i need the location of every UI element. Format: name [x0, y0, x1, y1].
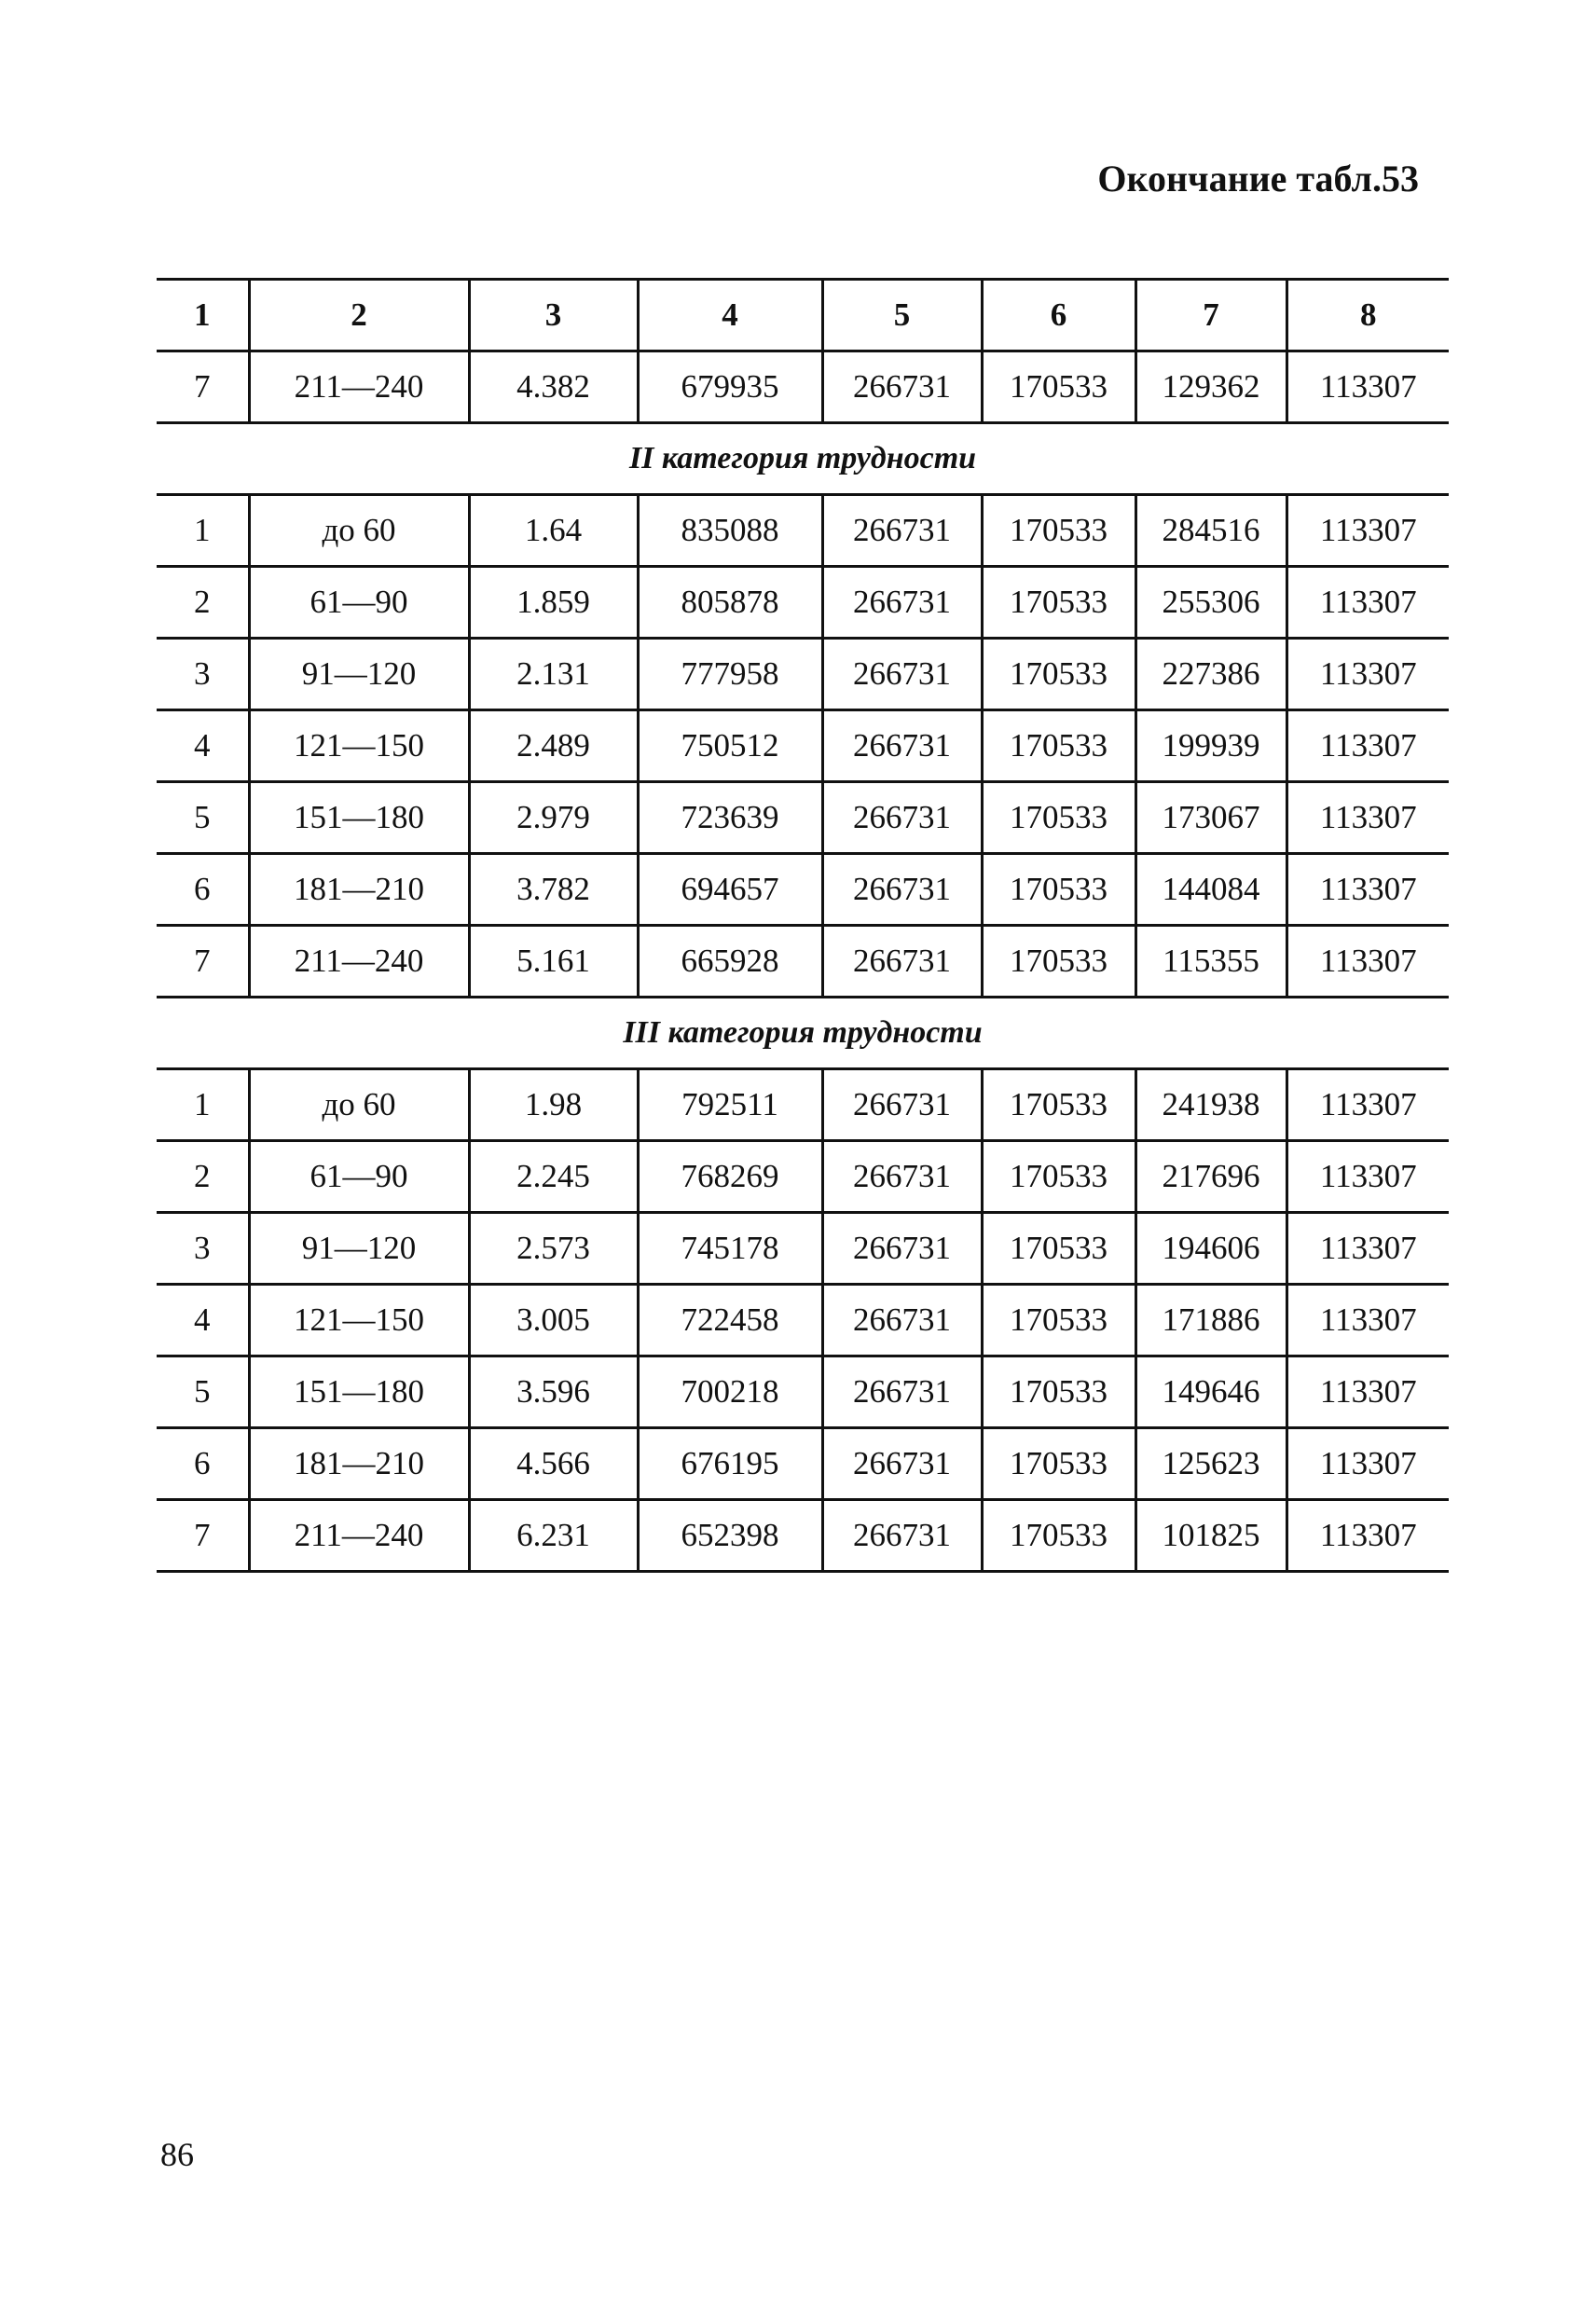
table-cell: 113307	[1286, 1500, 1449, 1572]
table-cell: 113307	[1286, 1356, 1449, 1428]
table-cell: 113307	[1286, 495, 1449, 567]
section-title: III категория трудности	[157, 998, 1449, 1069]
table-cell: 722458	[638, 1285, 822, 1356]
table-cell: 170533	[982, 782, 1135, 854]
table-cell: 149646	[1135, 1356, 1286, 1428]
table-cell: 170533	[982, 1213, 1135, 1285]
table-cell: 173067	[1135, 782, 1286, 854]
table-cell: 181—210	[249, 1428, 469, 1500]
section-title-row	[157, 423, 1449, 495]
table-cell: 1	[157, 1069, 249, 1141]
table-cell: 113307	[1286, 567, 1449, 639]
table-cell: 679935	[638, 351, 822, 423]
table-cell: 211—240	[249, 926, 469, 998]
table-cell: 5	[157, 1356, 249, 1428]
table-cell: 241938	[1135, 1069, 1286, 1141]
column-number: 3	[469, 280, 638, 351]
table-cell: 284516	[1135, 495, 1286, 567]
table-cell: 266731	[822, 351, 982, 423]
table-cell: 1.64	[469, 495, 638, 567]
column-number: 7	[1135, 280, 1286, 351]
table-cell: 6.231	[469, 1500, 638, 1572]
page-number: 86	[160, 2136, 194, 2173]
table-cell: 777958	[638, 639, 822, 710]
table-cell: 194606	[1135, 1213, 1286, 1285]
column-number: 6	[982, 280, 1135, 351]
table-cell: 170533	[982, 710, 1135, 782]
table-cell: 121—150	[249, 1285, 469, 1356]
table-cell: 113307	[1286, 1141, 1449, 1213]
table-cell: 170533	[982, 1428, 1135, 1500]
table-cell: 3.005	[469, 1285, 638, 1356]
table-cell: 211—240	[249, 351, 469, 423]
table-cell: 2	[157, 1141, 249, 1213]
table-row	[157, 1356, 1449, 1428]
table-cell: 199939	[1135, 710, 1286, 782]
table-caption: Окончание табл.53	[1097, 158, 1419, 200]
table-cell: 170533	[982, 639, 1135, 710]
table-cell: 266731	[822, 782, 982, 854]
table-cell: 101825	[1135, 1500, 1286, 1572]
data-table	[157, 278, 1449, 1573]
table-cell: 835088	[638, 495, 822, 567]
table-cell: 170533	[982, 495, 1135, 567]
table-row	[157, 1500, 1449, 1572]
header-row	[157, 280, 1449, 351]
table-cell: 745178	[638, 1213, 822, 1285]
table-row	[157, 639, 1449, 710]
column-number: 8	[1286, 280, 1449, 351]
table-cell: 113307	[1286, 639, 1449, 710]
table-cell: 151—180	[249, 782, 469, 854]
table-cell: 266731	[822, 854, 982, 926]
table-cell: 144084	[1135, 854, 1286, 926]
table-cell: 676195	[638, 1428, 822, 1500]
table-row	[157, 1285, 1449, 1356]
table-cell: 151—180	[249, 1356, 469, 1428]
table-cell: 113307	[1286, 782, 1449, 854]
table-cell: 113307	[1286, 1069, 1449, 1141]
table-cell: 181—210	[249, 854, 469, 926]
column-number: 4	[638, 280, 822, 351]
table-cell: 266731	[822, 1285, 982, 1356]
table-cell: 115355	[1135, 926, 1286, 998]
table-cell: 6	[157, 1428, 249, 1500]
table-row	[157, 351, 1449, 423]
table-cell: 1	[157, 495, 249, 567]
table-cell: 266731	[822, 710, 982, 782]
table-row	[157, 1069, 1449, 1141]
table-cell: 113307	[1286, 926, 1449, 998]
table-cell: 217696	[1135, 1141, 1286, 1213]
table-cell: 4.566	[469, 1428, 638, 1500]
table-cell: 805878	[638, 567, 822, 639]
table-cell: 750512	[638, 710, 822, 782]
table-cell: 1.859	[469, 567, 638, 639]
table-cell: 170533	[982, 1285, 1135, 1356]
table-cell: 61—90	[249, 1141, 469, 1213]
table-cell: 700218	[638, 1356, 822, 1428]
table-cell: 694657	[638, 854, 822, 926]
table-row	[157, 710, 1449, 782]
table-cell: 266731	[822, 926, 982, 998]
table-cell: 170533	[982, 351, 1135, 423]
table-cell: 266731	[822, 1141, 982, 1213]
table-cell: 2	[157, 567, 249, 639]
table-cell: 266731	[822, 639, 982, 710]
table-cell: 2.245	[469, 1141, 638, 1213]
table-cell: 255306	[1135, 567, 1286, 639]
table-cell: 170533	[982, 567, 1135, 639]
table-cell: 113307	[1286, 1285, 1449, 1356]
table-cell: 266731	[822, 1500, 982, 1572]
table-cell: 3.596	[469, 1356, 638, 1428]
table-cell: 3	[157, 639, 249, 710]
table-cell: 2.979	[469, 782, 638, 854]
table-cell: 266731	[822, 1213, 982, 1285]
table-cell: 792511	[638, 1069, 822, 1141]
table-row	[157, 1141, 1449, 1213]
table-cell: 2.131	[469, 639, 638, 710]
table-cell: 2.489	[469, 710, 638, 782]
table-cell: 2.573	[469, 1213, 638, 1285]
table-cell: 723639	[638, 782, 822, 854]
table-row	[157, 495, 1449, 567]
table-row	[157, 854, 1449, 926]
table-cell: 91—120	[249, 639, 469, 710]
table-cell: 170533	[982, 1356, 1135, 1428]
table-cell: 113307	[1286, 710, 1449, 782]
table-cell: 266731	[822, 567, 982, 639]
section-title: II категория трудности	[157, 423, 1449, 495]
table-cell: 125623	[1135, 1428, 1286, 1500]
table-cell: 171886	[1135, 1285, 1286, 1356]
table-cell: 7	[157, 1500, 249, 1572]
table-cell: 1.98	[469, 1069, 638, 1141]
table-row	[157, 1428, 1449, 1500]
table-cell: 61—90	[249, 567, 469, 639]
table-cell: 3.782	[469, 854, 638, 926]
table-cell: 266731	[822, 1428, 982, 1500]
table-cell: 121—150	[249, 710, 469, 782]
table-cell: 129362	[1135, 351, 1286, 423]
table-cell: 113307	[1286, 1428, 1449, 1500]
column-number: 1	[157, 280, 249, 351]
table-cell: 768269	[638, 1141, 822, 1213]
table-cell: 113307	[1286, 1213, 1449, 1285]
table-cell: 170533	[982, 1141, 1135, 1213]
table-cell: 7	[157, 351, 249, 423]
table-cell: 5.161	[469, 926, 638, 998]
table-cell: до 60	[249, 495, 469, 567]
table-cell: 266731	[822, 1069, 982, 1141]
column-number: 2	[249, 280, 469, 351]
table-cell: 5	[157, 782, 249, 854]
table-cell: 652398	[638, 1500, 822, 1572]
table-cell: 170533	[982, 1069, 1135, 1141]
table-cell: 3	[157, 1213, 249, 1285]
table-row	[157, 1213, 1449, 1285]
table-cell: 4	[157, 1285, 249, 1356]
table-row	[157, 567, 1449, 639]
table-cell: 211—240	[249, 1500, 469, 1572]
table-row	[157, 926, 1449, 998]
table-cell: 4.382	[469, 351, 638, 423]
table-cell: 113307	[1286, 854, 1449, 926]
table-cell: до 60	[249, 1069, 469, 1141]
column-number: 5	[822, 280, 982, 351]
table-cell: 665928	[638, 926, 822, 998]
table-cell: 266731	[822, 495, 982, 567]
table-cell: 113307	[1286, 351, 1449, 423]
table-cell: 170533	[982, 854, 1135, 926]
table-cell: 170533	[982, 926, 1135, 998]
table-cell: 7	[157, 926, 249, 998]
table-cell: 266731	[822, 1356, 982, 1428]
table-row	[157, 782, 1449, 854]
section-title-row	[157, 998, 1449, 1069]
table-cell: 91—120	[249, 1213, 469, 1285]
table-cell: 6	[157, 854, 249, 926]
table-cell: 170533	[982, 1500, 1135, 1572]
table-cell: 4	[157, 710, 249, 782]
table-cell: 227386	[1135, 639, 1286, 710]
